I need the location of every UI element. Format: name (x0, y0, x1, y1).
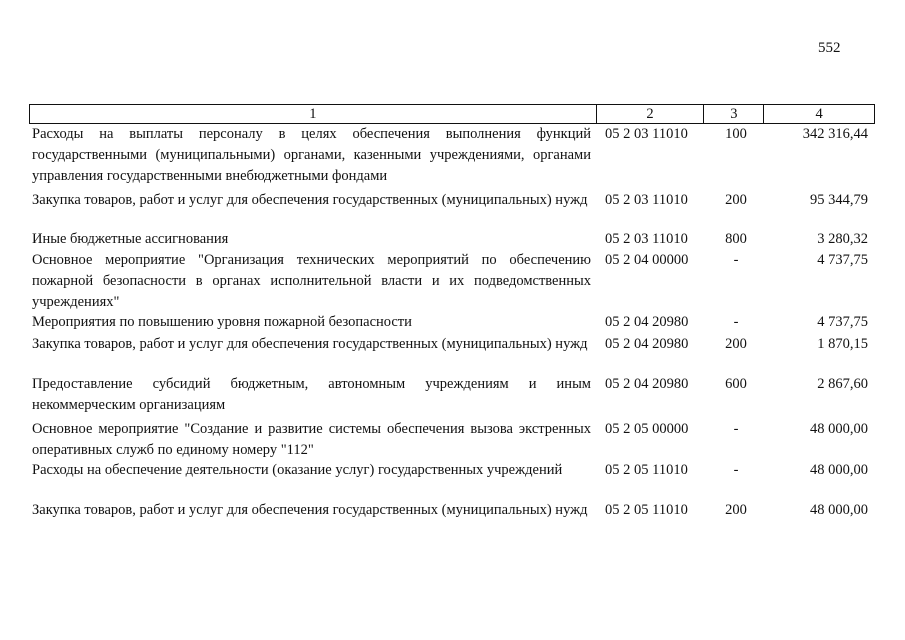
row-code: 05 2 03 11010 (605, 231, 688, 247)
table-row (29, 460, 875, 481)
row-type: - (733, 462, 739, 478)
page-number: 552 (818, 40, 841, 56)
row-amount: 48 000,00 (810, 421, 868, 437)
row-description: Предоставление субсидий бюджетным, автономным учреждениям и иным некоммерческим организациям (32, 376, 591, 413)
row-description: Основное мероприятие "Создание и развитие системы обеспечения вызова экстренных оперативных служб по единому номеру "112" (32, 421, 591, 458)
table-row (29, 419, 875, 461)
row-amount: 2 867,60 (817, 376, 868, 392)
row-code: 05 2 03 11010 (605, 192, 688, 208)
row-description: Основное мероприятие "Организация технических мероприятий по обеспечению пожарной безопасности в органах исполнительной власти и их подведомственных учреждениях" (32, 252, 591, 310)
row-amount: 4 737,75 (817, 252, 868, 268)
row-type: 100 (725, 126, 747, 142)
row-type: 200 (725, 502, 747, 518)
row-description: Закупка товаров, работ и услуг для обеспечения государственных (муниципальных) нужд (32, 192, 588, 208)
row-amount: 4 737,75 (817, 314, 868, 330)
row-amount: 95 344,79 (810, 192, 868, 208)
row-amount: 3 280,32 (817, 231, 868, 247)
table-row (29, 250, 875, 313)
row-description: Расходы на обеспечение деятельности (оказание услуг) государственных учреждений (32, 462, 563, 478)
row-code: 05 2 05 11010 (605, 462, 688, 478)
row-code: 05 2 05 00000 (605, 421, 689, 437)
table-row (29, 124, 875, 187)
row-code: 05 2 04 20980 (605, 336, 689, 352)
row-type: 200 (725, 192, 747, 208)
row-amount: 342 316,44 (802, 126, 868, 142)
budget-table (29, 104, 875, 518)
row-amount: 1 870,15 (817, 336, 868, 352)
row-code: 05 2 04 20980 (605, 376, 689, 392)
row-type: 800 (725, 231, 747, 247)
row-code: 05 2 04 00000 (605, 252, 689, 268)
row-description: Закупка товаров, работ и услуг для обеспечения государственных (муниципальных) нужд (32, 336, 588, 352)
table-row (29, 334, 875, 355)
header-col-3: 3 (704, 105, 764, 123)
row-description: Иные бюджетные ассигнования (32, 231, 229, 247)
table-row (29, 190, 875, 211)
header-col-2: 2 (597, 105, 705, 123)
row-code: 05 2 05 11010 (605, 502, 688, 518)
row-amount: 48 000,00 (810, 502, 868, 518)
row-code: 05 2 03 11010 (605, 126, 688, 142)
row-type: - (733, 314, 739, 330)
table-row (29, 312, 875, 333)
row-code: 05 2 04 20980 (605, 314, 689, 330)
row-type: 200 (725, 336, 747, 352)
row-description: Мероприятия по повышению уровня пожарной безопасности (32, 314, 412, 330)
row-type: 600 (725, 376, 747, 392)
row-type: - (733, 252, 739, 268)
row-description: Расходы на выплаты персоналу в целях обеспечения выполнения функций государственными (муниципальными) органами, казенными учреждениями, органами управления государственными внебюджетными фондами (32, 126, 591, 184)
row-type: - (733, 421, 739, 437)
header-col-1: 1 (30, 105, 597, 123)
table-row (29, 500, 875, 521)
table-header (29, 104, 875, 124)
row-description: Закупка товаров, работ и услуг для обеспечения государственных (муниципальных) нужд (32, 502, 588, 518)
row-amount: 48 000,00 (810, 462, 868, 478)
header-col-4: 4 (815, 106, 823, 122)
table-row (29, 229, 875, 250)
table-row (29, 374, 875, 416)
